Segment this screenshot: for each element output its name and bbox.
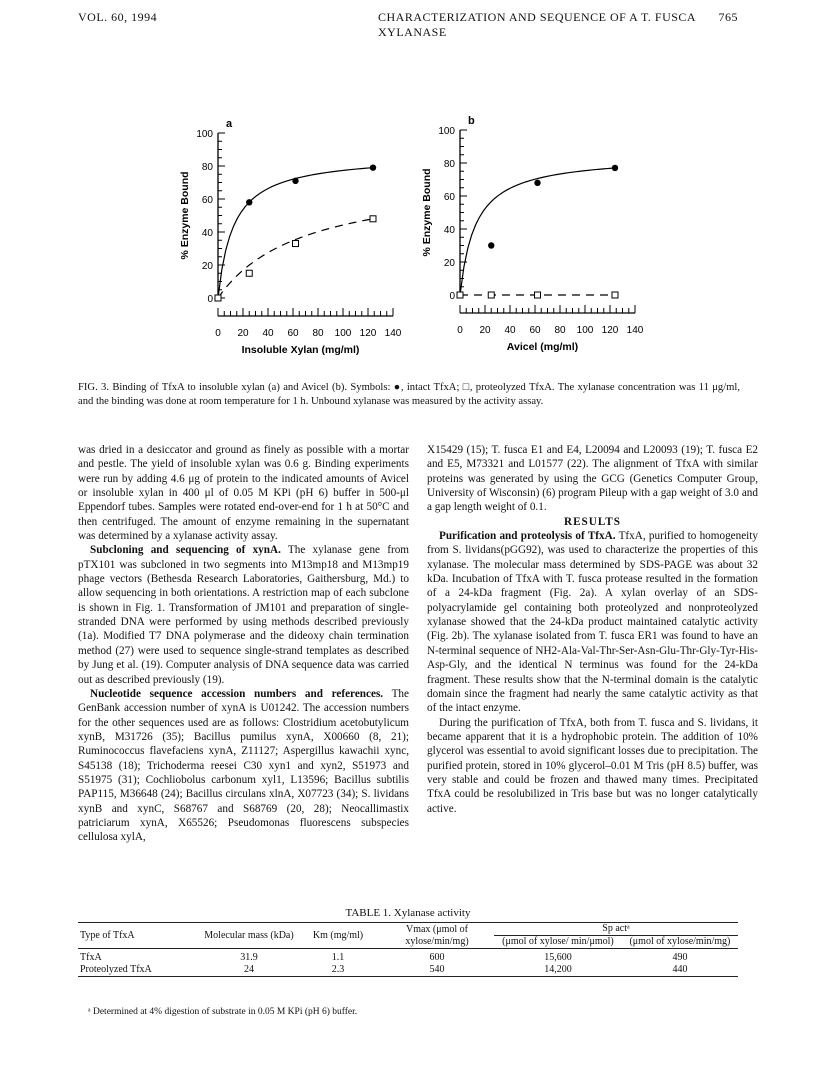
x-tick-label: 140 (384, 328, 402, 339)
data-point (457, 292, 463, 298)
subcloning-heading: Subcloning and sequencing of xynA. (90, 544, 281, 557)
y-axis-label: % Enzyme Bound (179, 171, 191, 260)
subcloning-text: The xylanase gene from pTX101 was subcloned in two segments into M13mp18 and M13mp19 phage vectors (Bethesda Research Laboratories, Gaithersburg, Md.) to allow sequencing in both orientations. A restriction map of each subclone is shown in Fig. 1. Transformation of JM101 and preparation of single-stranded DNA were performed by using methods described previously (1a). Modified T7 DNA polymerase and the dideoxy chain termination method (27) were used to sequence single-strand templates as described by Jung et al. (19). Computer analysis of DNA sequence data was carried out as described previously (19). (78, 544, 409, 686)
cell-km: 2.3 (331, 964, 345, 975)
y-tick-label: 0 (207, 294, 213, 305)
x-tick-label: 100 (334, 328, 352, 339)
x-tick-label: 80 (554, 325, 566, 336)
cell-type: Proteolyzed TfxA (80, 964, 152, 975)
y-tick-label: 40 (443, 225, 455, 236)
y-tick-label: 100 (438, 126, 455, 137)
data-point (488, 292, 494, 298)
cell-vmax: 600 (429, 952, 445, 963)
left-column (78, 443, 409, 845)
subcloning-paragraph (78, 543, 409, 686)
cell-vmax: 540 (429, 964, 445, 975)
page-number: 765 (718, 10, 738, 24)
x-tick-label: 100 (576, 325, 594, 336)
x-tick-label: 60 (287, 328, 299, 339)
x-tick-label: 140 (626, 325, 644, 336)
x-tick-label: 120 (359, 328, 377, 339)
figure-3 (160, 108, 644, 383)
xylanase-table (78, 922, 738, 979)
right-column (427, 443, 758, 816)
col-header-mass: Molecular mass (kDa) (204, 929, 294, 941)
cell-spact-mg: 490 (672, 952, 688, 963)
col-header-spact-mg: (μmol of xylose/min/mg) (629, 936, 731, 947)
panel-label: a (226, 118, 233, 130)
col-header-type: Type of TfxA (80, 929, 135, 941)
data-point (246, 270, 252, 276)
col-header-km: Km (mg/ml) (312, 929, 364, 941)
cell-mass: 24 (244, 964, 254, 975)
x-tick-label: 80 (312, 328, 324, 339)
x-tick-label: 120 (601, 325, 619, 336)
cell-type: TfxA (80, 952, 102, 963)
chart-panel-a (179, 118, 402, 356)
y-tick-label: 80 (443, 159, 455, 170)
figure-3-plots (160, 108, 644, 378)
col-header-spact: Sp actᵃ (494, 923, 738, 936)
y-tick-label: 60 (201, 195, 213, 206)
running-title: CHARACTERIZATION AND SEQUENCE OF A T. FUSCA XYLANASE (378, 10, 696, 39)
running-header (78, 10, 738, 39)
data-point (246, 199, 252, 205)
chart-panel-b (421, 115, 644, 353)
x-tick-label: 20 (479, 325, 491, 336)
x-axis-label: Avicel (mg/ml) (506, 341, 579, 353)
data-point (370, 164, 376, 170)
methods-paragraph: was dried in a desiccator and ground as finely as possible with a mortar and pestle. The yield of insoluble xylan was 0.6 g. Binding experiments were run by adding 4.6 μg of protein to the indicated amounts of Avicel or insoluble xylan in 400 μl of 0.05 M KPi (pH 6) buffer in 500-μl Eppendorf tubes. Samples were rotated end-over-end for 1 h at 50°C and then centrifuged. The amount of enzyme remaining in the supernatant was determined by a xylanase activity assay. (78, 444, 409, 543)
alignment-paragraph: X15429 (15); T. fusca E1 and E4, L20094 and L20093 (19); T. fusca E2 and E5, M73321 and L01577 (22). The alignment of TfxA with similar proteins was generated by using the GCG (Genetics Computer Group, University of Wisconsin) (6) program Pileup with a gap weight of 3.0 and a gap length weight of 0.1. (427, 444, 758, 514)
x-axis-label: Insoluble Xylan (mg/ml) (241, 344, 360, 356)
table-row (78, 964, 738, 977)
x-tick-label: 60 (529, 325, 541, 336)
data-point (612, 292, 618, 298)
table-title: TABLE 1. Xylanase activity (345, 907, 471, 919)
col-header-spact-umol: (μmol of xylose/ min/μmol) (502, 936, 614, 947)
purification-paragraph (427, 529, 758, 715)
data-point (293, 241, 299, 247)
data-point (534, 180, 540, 186)
data-point (488, 242, 494, 248)
data-point (292, 178, 298, 184)
results-heading: RESULTS (564, 515, 621, 528)
accession-text: The GenBank accession number of xynA is U01242. The accession numbers for the other sequences used are as follows: Clostridium acetobutylicum xynB, M31726 (35); Bacillus pumilus xynA, X00660 (8, 21); Ruminococcus flavefaciens xynA, Z11127; Aspergillus kawachii xync, S45138 (18); Trichoderma reesei C30 xyn1 and xyn2, S51973 and S51975 (31); Cochliobolus carbonum xyl1, L13596; Bacillus subtilis PAP115, M36648 (24); Bacillus circulans xlnA, X07723 (34); S. lividans xynB and xynC, S68767 and S68769 (20, 28); Neocallimastix patriciarum xynA, X65526; Pseudomonas fluorescens subspecies cellulosa xylA, (78, 687, 409, 844)
data-point (370, 216, 376, 222)
series-line (218, 168, 373, 298)
accession-heading: Nucleotide sequence accession numbers and references. (90, 687, 384, 700)
y-axis-label: % Enzyme Bound (421, 168, 433, 257)
cell-spact-umol: 14,200 (544, 964, 572, 975)
y-tick-label: 0 (449, 291, 455, 302)
y-tick-label: 60 (443, 192, 455, 203)
purification-text: TfxA, purified to homogeneity from S. lividans(pGG92), was used to characterize the properties of this xylanase. The molecular mass determined by SDS-PAGE was about 32 kDa. Incubation of TfxA with T. fusca protease resulted in the formation of a 24-kDa fragment (Fig. 2a). A xylan overlay of an SDS-polyacrylamide gel containing both proteolyzed and nonproteolyzed xylanase showed that the 24-kDa product maintained catalytic activity (Fig. 2b). The xylanase isolated from T. fusca ER1 was found to have an N-terminal sequence of NH2-Ala-Val-Thr-Ser-Asn-Glu-Thr-Gly-Tyr-His-Asp-Gly, and the identical N terminus was found for the 24-kDa fragment. These results show that the N-terminal domain is the catalytic domain since the fragment had nearly the same catalytic activity as that of the intact enzyme. (427, 530, 758, 715)
x-tick-label: 0 (215, 328, 221, 339)
cell-km: 1.1 (331, 952, 345, 963)
y-tick-label: 20 (201, 261, 213, 272)
y-tick-label: 40 (201, 228, 213, 239)
hydrophobic-paragraph: During the purification of TfxA, both from T. fusca and S. lividans, it became apparent that it is a hydrophobic protein. The addition of 10% glycerol was essential to avoid significant losses due to precipitation. The purified protein, stored in 10% glycerol–0.01 M Tris (pH 8.5) buffer, was very stable and could be frozen and thawed many times. Precipitated TfxA could be resolubilized in Tris base but was no longer catalytically active. (427, 716, 758, 815)
data-point (215, 295, 221, 301)
y-tick-label: 80 (201, 162, 213, 173)
series-line (460, 168, 615, 295)
figure-caption: FIG. 3. Binding of TfxA to insoluble xylan (a) and Avicel (b). Symbols: ●, intact TfxA; □, proteolyzed TfxA. The xylanase concentration was 11 μg/ml, and the binding was done at room temperature for 1 h. Unbound xylanase was measured by the activity assay. (78, 382, 740, 407)
y-tick-label: 20 (443, 258, 455, 269)
cell-mass: 31.9 (240, 952, 258, 963)
cell-spact-mg: 440 (672, 964, 688, 975)
table-row (78, 949, 738, 965)
panel-label: b (468, 115, 475, 127)
cell-spact-umol: 15,600 (544, 952, 572, 963)
col-header-vmax: Vmax (μmol of xylose/min/mg) (405, 923, 469, 947)
x-tick-label: 20 (237, 328, 249, 339)
data-point (535, 292, 541, 298)
x-tick-label: 0 (457, 325, 463, 336)
x-tick-label: 40 (504, 325, 516, 336)
y-tick-label: 100 (196, 129, 213, 140)
purification-heading: Purification and proteolysis of TfxA. (439, 530, 616, 543)
table-footnote: ᵃ Determined at 4% digestion of substrate in 0.05 M KPi (pH 6) buffer. (88, 1007, 358, 1017)
volume-label: VOL. 60, 1994 (78, 10, 158, 24)
data-point (612, 165, 618, 171)
accession-paragraph (78, 687, 409, 845)
x-tick-label: 40 (262, 328, 274, 339)
series-line (218, 219, 373, 298)
